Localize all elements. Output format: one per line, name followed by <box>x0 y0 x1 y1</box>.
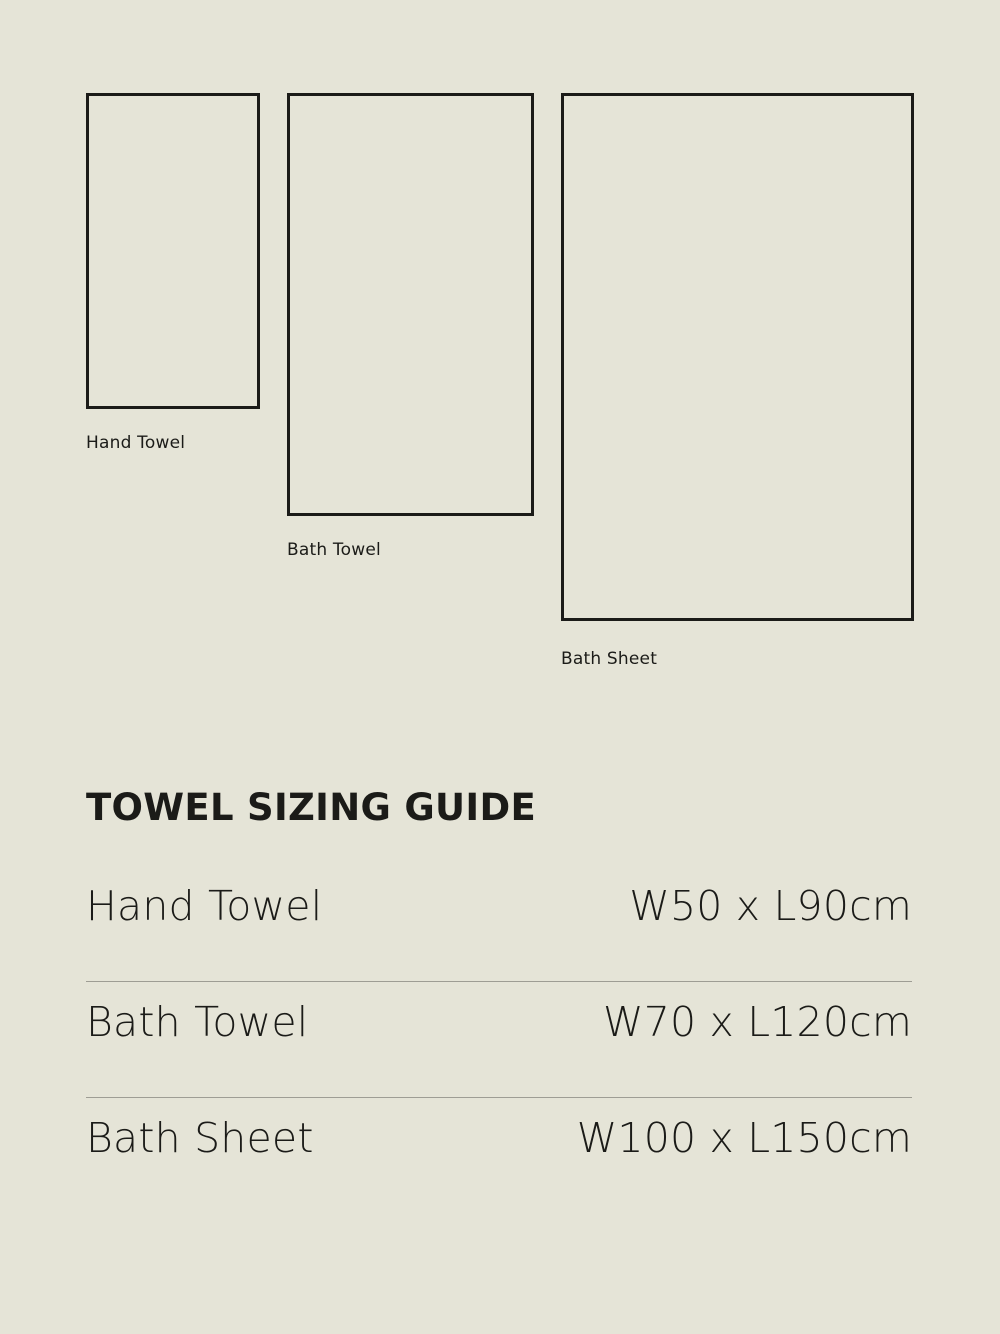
size-row-dimensions: W70 x L120cm <box>602 998 912 1046</box>
bath-sheet-outline <box>561 93 914 621</box>
size-row-bath-towel <box>86 982 912 1098</box>
size-row-bath-sheet <box>86 1098 912 1214</box>
bath-towel-outline <box>287 93 534 516</box>
hand-towel-outline <box>86 93 260 409</box>
size-row-name: Hand Towel <box>86 882 323 930</box>
size-row-hand-towel <box>86 866 912 982</box>
guide-title: TOWEL SIZING GUIDE <box>86 786 537 829</box>
hand-towel-diagram-label: Hand Towel <box>86 433 186 453</box>
size-row-dimensions: W100 x L150cm <box>576 1114 912 1162</box>
size-table <box>86 866 912 1214</box>
bath-towel-diagram-label: Bath Towel <box>287 540 381 560</box>
bath-sheet-diagram-label: Bath Sheet <box>561 649 658 669</box>
size-row-name: Bath Sheet <box>86 1114 314 1162</box>
size-row-name: Bath Towel <box>86 998 309 1046</box>
size-row-dimensions: W50 x L90cm <box>629 882 912 930</box>
